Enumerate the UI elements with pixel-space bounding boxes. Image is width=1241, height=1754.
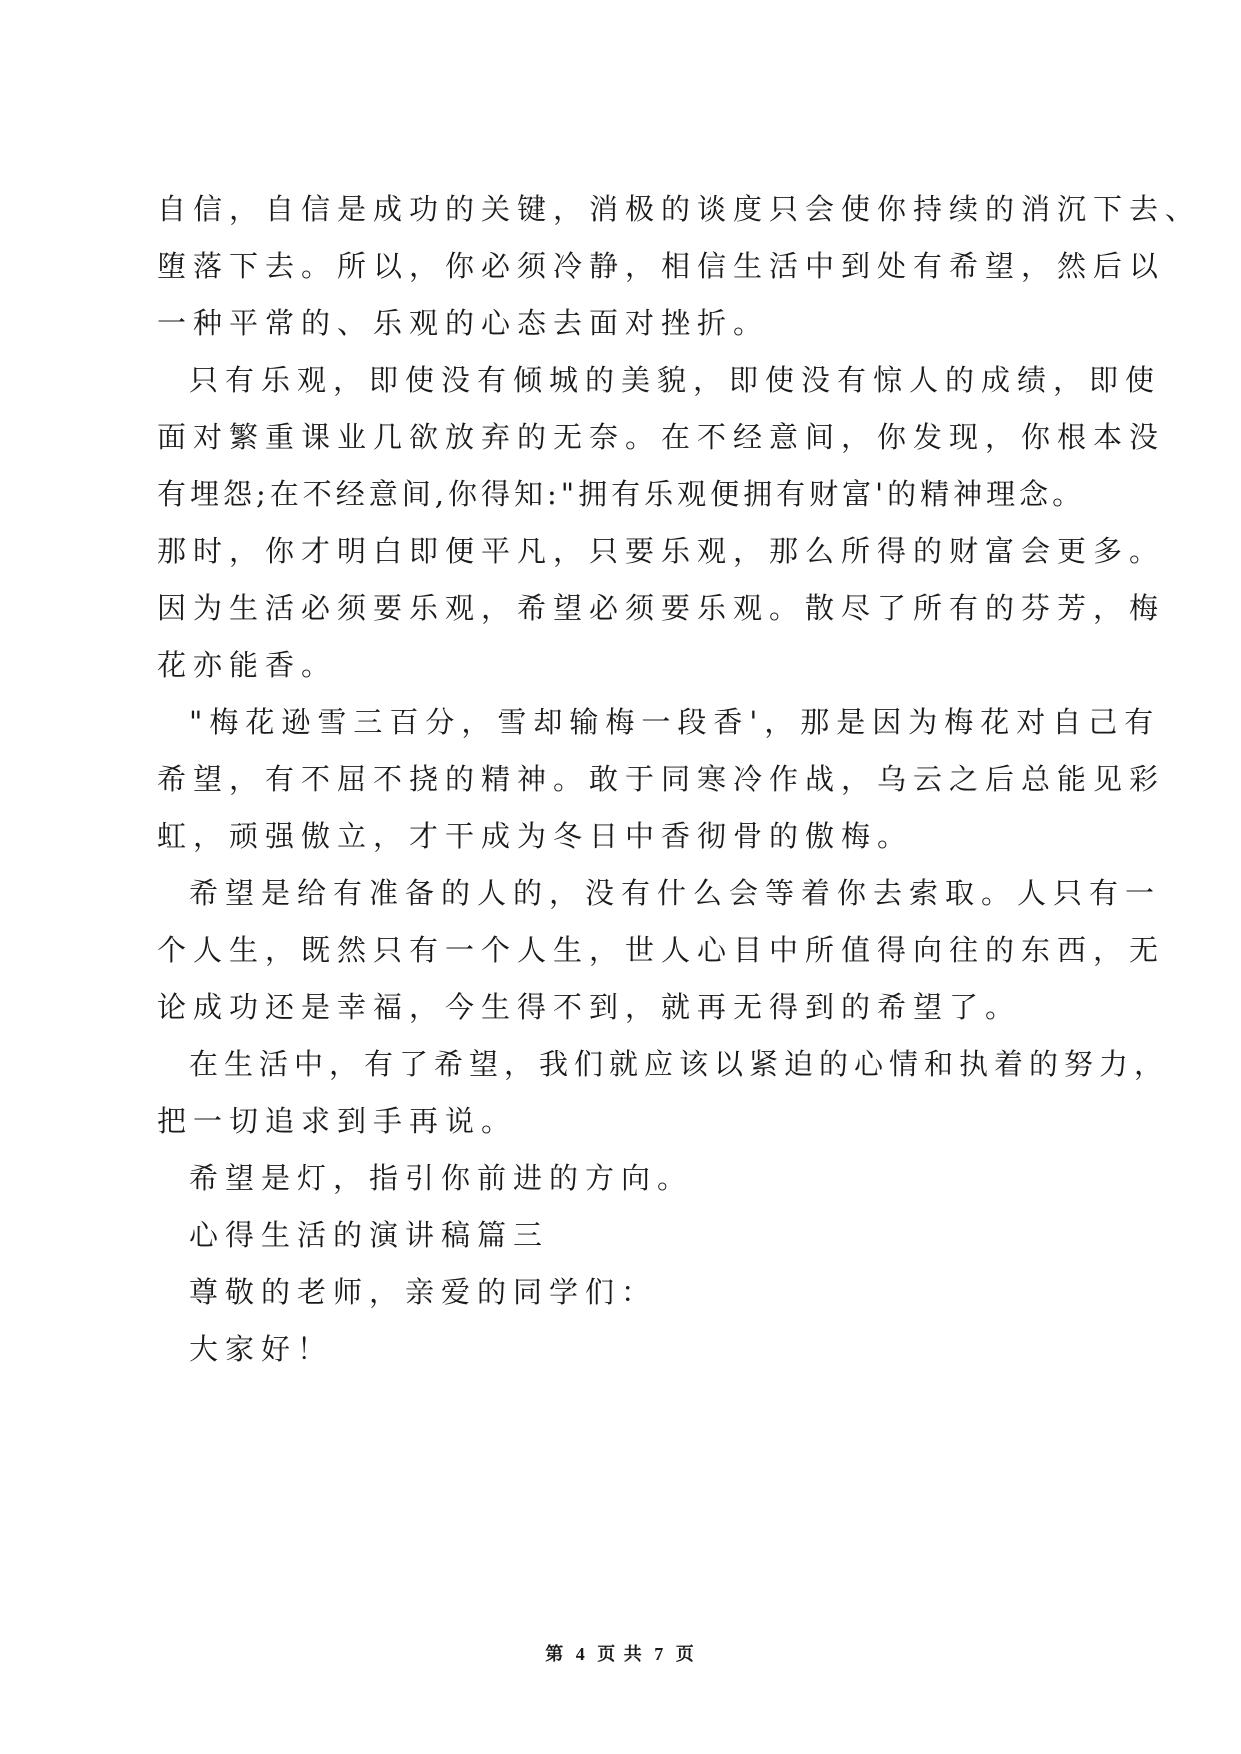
text-line: 花亦能香。	[157, 648, 338, 682]
text-line: 把一切追求到手再说。	[157, 1104, 518, 1138]
footer-suffix: 页	[675, 1644, 696, 1664]
text-line: 一种平常的、乐观的心态去面对挫折。	[157, 306, 770, 340]
page-footer	[0, 1640, 1241, 1666]
text-line: 有埋怨;在不经意间,你得知:"拥有乐观便拥有财富'的精神理念。	[157, 477, 1086, 511]
document-body	[157, 181, 1202, 1378]
paragraph-start-line: 希望是给有准备的人的，没有什么会等着你去索取。人只有一	[189, 876, 1162, 910]
text-line: 自信，自信是成功的关键，消极的谈度只会使你持续的消沉下去、	[157, 192, 1202, 226]
text-line: 论成功还是幸福，今生得不到，就再无得到的希望了。	[157, 990, 1022, 1024]
footer-prefix: 第	[545, 1644, 566, 1664]
text-line: 因为生活必须要乐观，希望必须要乐观。散尽了所有的芬芳，梅	[157, 591, 1166, 625]
text-line: 面对繁重课业几欲放弃的无奈。在不经意间，你发现，你根本没	[157, 420, 1166, 454]
footer-page-number: 4	[575, 1644, 587, 1664]
footer-middle: 页 共	[597, 1644, 644, 1664]
text-line: 堕落下去。所以，你必须冷静，相信生活中到处有希望，然后以	[157, 249, 1166, 283]
paragraph-start-line: 只有乐观，即使没有倾城的美貌，即使没有惊人的成绩，即使	[189, 363, 1162, 397]
paragraph-start-line: 希望是灯，指引你前进的方向。	[189, 1161, 694, 1195]
text-line: 虹，顽强傲立，才干成为冬日中香彻骨的傲梅。	[157, 819, 914, 853]
text-line: 个人生，既然只有一个人生，世人心目中所值得向往的东西，无	[157, 933, 1166, 967]
paragraph-start-line: "梅花逊雪三百分，雪却输梅一段香'，那是因为梅花对自己有	[189, 705, 1161, 739]
paragraph-start-line: 在生活中，有了希望，我们就应该以紧迫的心情和执着的努力，	[189, 1047, 1170, 1081]
footer-total-pages: 7	[654, 1644, 666, 1664]
greeting: 大家好！	[189, 1332, 334, 1366]
section-heading: 心得生活的演讲稿篇三	[189, 1218, 550, 1252]
text-line: 希望，有不屈不挠的精神。敢于同寒冷作战，乌云之后总能见彩	[157, 762, 1166, 796]
salutation: 尊敬的老师，亲爱的同学们：	[189, 1275, 658, 1309]
text-line: 那时，你才明白即便平凡，只要乐观，那么所得的财富会更多。	[157, 534, 1166, 568]
